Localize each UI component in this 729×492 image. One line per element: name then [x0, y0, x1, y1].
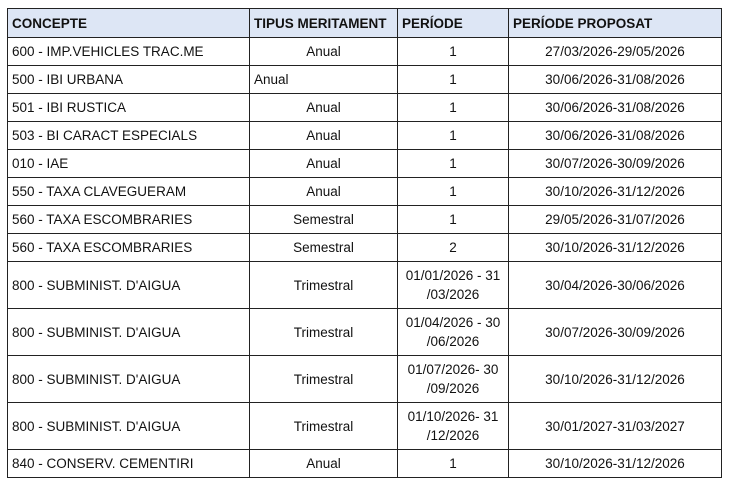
cell-periode: 1 [398, 450, 509, 478]
cell-tipus: Semestral [250, 234, 398, 262]
periode-line-2: /03/2026 [426, 287, 480, 302]
table-row [8, 94, 722, 122]
header-concepte: CONCEPTE [8, 9, 250, 38]
cell-concepte: 800 - SUBMINIST. D'AIGUA [8, 403, 250, 450]
periode-line-1: 01/01/2026 - 31 [405, 268, 501, 283]
cell-concepte: 550 - TAXA CLAVEGUERAM [8, 178, 250, 206]
table-row [8, 450, 722, 478]
cell-tipus: Anual [250, 38, 398, 66]
periode-line-2: /12/2026 [426, 428, 480, 443]
header-periode: PERÍODE [398, 9, 509, 38]
cell-concepte: 500 - IBI URBANA [8, 66, 250, 94]
cell-concepte: 503 - BI CARACT ESPECIALS [8, 122, 250, 150]
cell-concepte: 010 - IAE [8, 150, 250, 178]
table-row [8, 122, 722, 150]
cell-concepte: 800 - SUBMINIST. D'AIGUA [8, 309, 250, 356]
periode-line-1: 01/04/2026 - 30 [405, 315, 501, 330]
cell-concepte: 600 - IMP.VEHICLES TRAC.ME [8, 38, 250, 66]
cell-periode: 2 [398, 234, 509, 262]
cell-periode-proposat: 30/06/2026-31/08/2026 [509, 94, 722, 122]
cell-periode [398, 309, 509, 356]
cell-periode [398, 356, 509, 403]
cell-periode-proposat: 27/03/2026-29/05/2026 [509, 38, 722, 66]
cell-concepte: 560 - TAXA ESCOMBRARIES [8, 234, 250, 262]
table-row [8, 150, 722, 178]
table-row [8, 262, 722, 309]
header-periode-proposat: PERÍODE PROPOSAT [509, 9, 722, 38]
cell-concepte: 800 - SUBMINIST. D'AIGUA [8, 262, 250, 309]
header-tipus-meritament: TIPUS MERITAMENT [250, 9, 398, 38]
cell-tipus: Trimestral [250, 356, 398, 403]
cell-periode: 1 [398, 122, 509, 150]
cell-periode: 1 [398, 94, 509, 122]
periode-line-2: /06/2026 [426, 334, 480, 349]
cell-periode-proposat: 29/05/2026-31/07/2026 [509, 206, 722, 234]
cell-periode-proposat: 30/01/2027-31/03/2027 [509, 403, 722, 450]
table-row [8, 206, 722, 234]
cell-concepte: 800 - SUBMINIST. D'AIGUA [8, 356, 250, 403]
cell-periode [398, 262, 509, 309]
cell-periode-proposat: 30/06/2026-31/08/2026 [509, 66, 722, 94]
cell-tipus: Anual [250, 66, 398, 94]
cell-periode: 1 [398, 66, 509, 94]
document-body [7, 8, 722, 478]
cell-tipus: Semestral [250, 206, 398, 234]
payment-calendar-table [7, 8, 722, 478]
cell-concepte: 560 - TAXA ESCOMBRARIES [8, 206, 250, 234]
table-row [8, 309, 722, 356]
cell-periode: 1 [398, 38, 509, 66]
cell-tipus: Trimestral [250, 262, 398, 309]
cell-periode [398, 403, 509, 450]
cell-tipus: Anual [250, 450, 398, 478]
cell-tipus: Trimestral [250, 309, 398, 356]
cell-periode-proposat: 30/10/2026-31/12/2026 [509, 356, 722, 403]
periode-line-1: 01/10/2026- 31 [407, 409, 499, 424]
cell-periode: 1 [398, 178, 509, 206]
cell-periode-proposat: 30/06/2026-31/08/2026 [509, 122, 722, 150]
cell-periode-proposat: 30/07/2026-30/09/2026 [509, 150, 722, 178]
table-row [8, 178, 722, 206]
cell-tipus: Anual [250, 94, 398, 122]
cell-tipus: Anual [250, 178, 398, 206]
cell-periode-proposat: 30/07/2026-30/09/2026 [509, 309, 722, 356]
table-header-row [8, 9, 722, 38]
cell-concepte: 840 - CONSERV. CEMENTIRI [8, 450, 250, 478]
table-row [8, 356, 722, 403]
cell-concepte: 501 - IBI RUSTICA [8, 94, 250, 122]
periode-line-2: /09/2026 [426, 381, 480, 396]
cell-periode: 1 [398, 150, 509, 178]
table-row [8, 403, 722, 450]
cell-tipus: Anual [250, 150, 398, 178]
cell-periode: 1 [398, 206, 509, 234]
table-row [8, 66, 722, 94]
cell-periode-proposat: 30/10/2026-31/12/2026 [509, 450, 722, 478]
table-row [8, 234, 722, 262]
table-row [8, 38, 722, 66]
cell-periode-proposat: 30/10/2026-31/12/2026 [509, 234, 722, 262]
cell-tipus: Trimestral [250, 403, 398, 450]
cell-periode-proposat: 30/10/2026-31/12/2026 [509, 178, 722, 206]
cell-periode-proposat: 30/04/2026-30/06/2026 [509, 262, 722, 309]
periode-line-1: 01/07/2026- 30 [407, 362, 499, 377]
cell-tipus: Anual [250, 122, 398, 150]
